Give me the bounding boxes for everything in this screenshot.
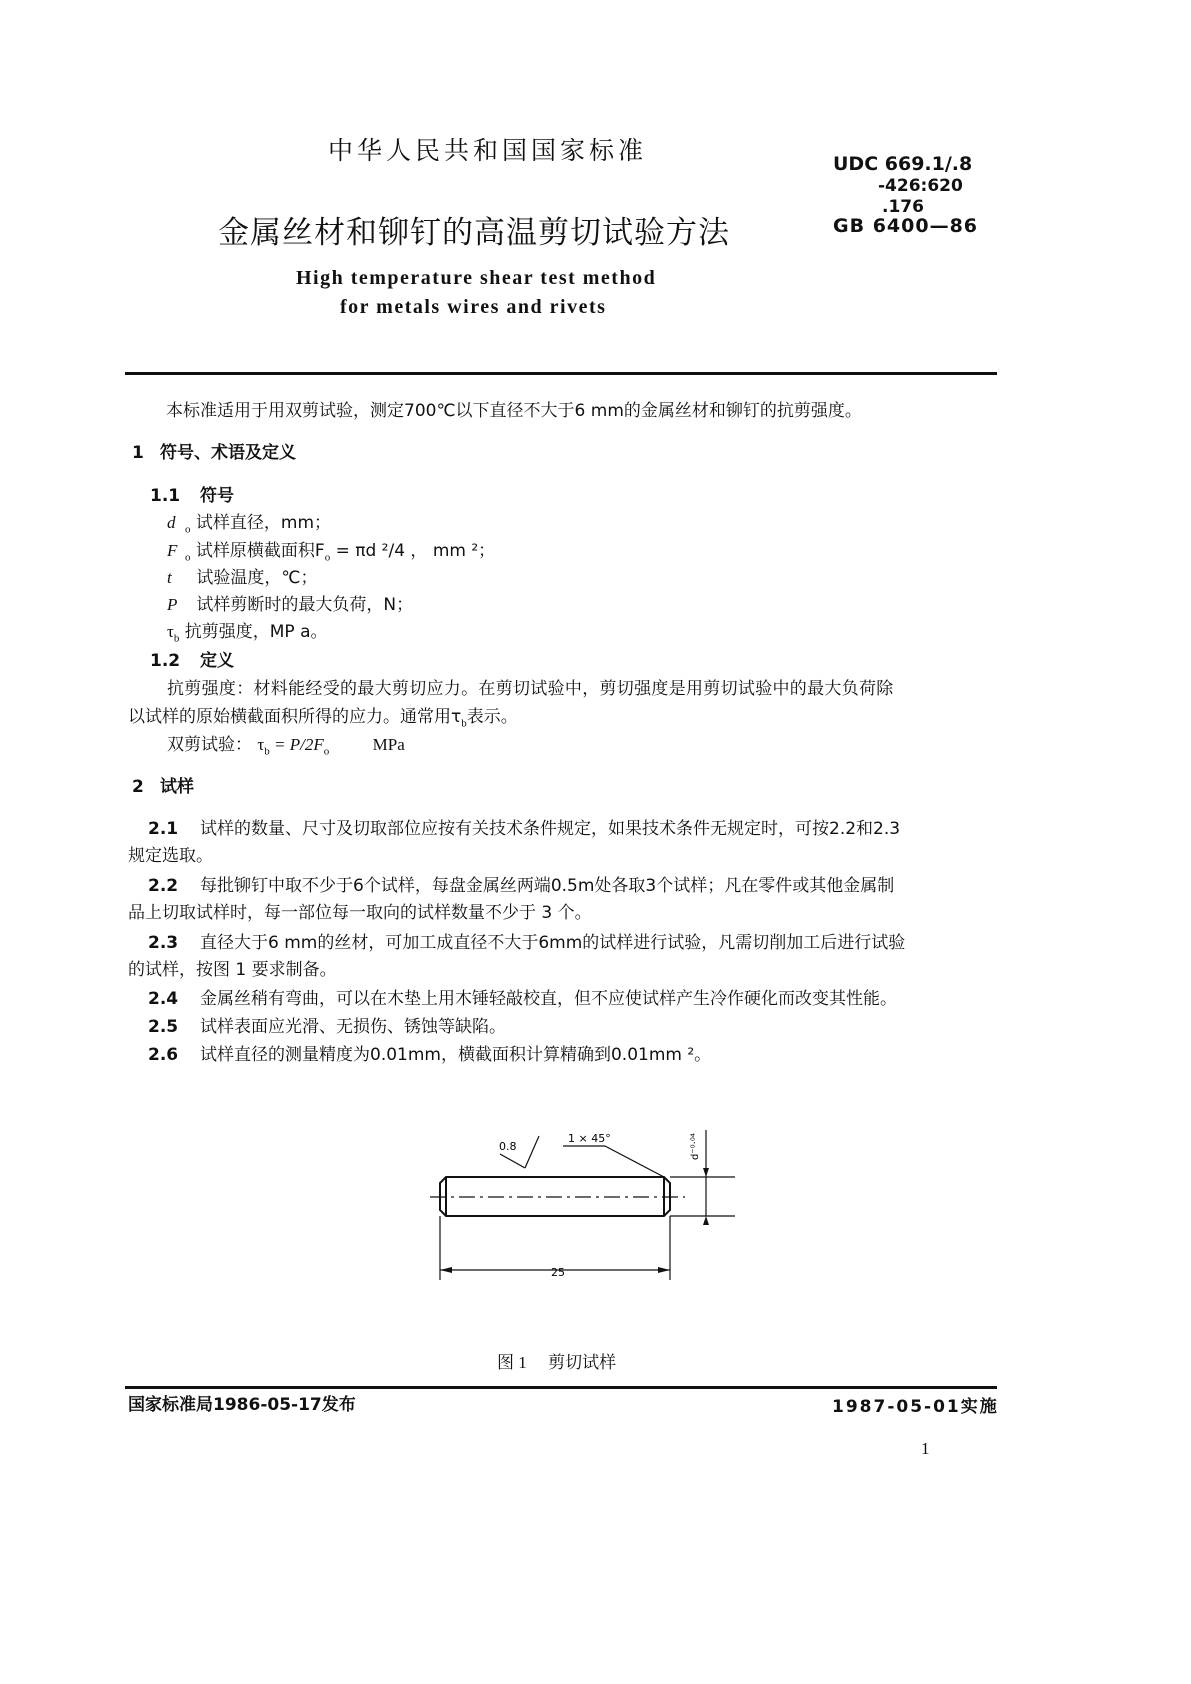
document-title-cn: 金属丝材和铆钉的高温剪切试验方法 — [218, 215, 730, 251]
item-2-3-number: 2.3 — [148, 933, 179, 953]
figure-caption — [497, 1352, 616, 1374]
item-2-6-line-1: 试样直径的测量精度为0.01mm，横截面积计算精确到0.01mm ²。 — [200, 1045, 712, 1065]
symbol-tau: τ — [167, 622, 174, 641]
symbol-row-temp — [167, 567, 318, 589]
national-standard-label: 中华人民共和国国家标准 — [328, 136, 648, 165]
item-2-4-line-1: 金属丝稍有弯曲，可以在木垫上用木锤轻敲校直，但不应使试样产生冷作硬化而改变其性能。 — [200, 989, 897, 1009]
item-2-1-number: 2.1 — [148, 819, 179, 839]
definition-tau-sub: b — [461, 717, 467, 730]
symbol-F-desc-sub: o — [324, 551, 331, 564]
item-2-1-line-2: 规定选取。 — [128, 846, 213, 866]
gb-number: GB 6400—86 — [833, 215, 979, 237]
item-2-5-line-1: 试样表面应光滑、无损伤、锈蚀等缺陷。 — [200, 1017, 506, 1037]
section-1-heading: 符号、术语及定义 — [160, 443, 296, 463]
symbol-row-diameter — [167, 512, 331, 540]
symbol-d-sub: o — [185, 523, 191, 536]
udc-line-2: -426:620 — [878, 176, 963, 196]
section-2-heading: 试样 — [160, 777, 194, 797]
item-2-2-line-1: 每批铆钉中取不少于6个试样，每盘金属丝两端0.5m处各取3个试样；凡在零件或其他金属制 — [200, 876, 895, 896]
header-divider — [125, 372, 997, 375]
symbol-row-shear — [167, 621, 328, 649]
item-2-6-number: 2.6 — [148, 1045, 179, 1065]
section-1-2-title: 定义 — [200, 651, 234, 671]
symbol-row-area — [167, 540, 495, 568]
document-title-en-1: High temperature shear test method — [296, 267, 657, 289]
symbol-d: d — [167, 513, 176, 532]
effective-date: 1987-05-01实施 — [832, 1397, 999, 1417]
length-label: 25 — [551, 1266, 565, 1279]
specimen-drawing — [400, 1120, 760, 1300]
diameter-tolerance-label: d⁻⁰·⁰⁴ — [690, 1133, 701, 1160]
roughness-label: 0.8 — [499, 1140, 517, 1153]
symbol-F: F — [167, 541, 178, 560]
figure-caption-text: 剪切试样 — [548, 1353, 617, 1373]
symbol-F-formula: = πd ²/4 ， mm ²； — [330, 541, 496, 561]
section-1-2-number: 1.2 — [150, 651, 181, 671]
symbol-tau-desc: 抗剪强度，MP a。 — [184, 622, 328, 642]
section-1-1-title: 符号 — [200, 486, 234, 506]
symbol-F-sub: o — [185, 551, 191, 564]
roughness-leader — [525, 1136, 539, 1168]
formula-unit: MPa — [372, 735, 405, 754]
formula-label: 双剪试验： — [167, 735, 252, 755]
symbol-t-desc: 试验温度，℃； — [196, 568, 318, 588]
chamfer-leader — [605, 1146, 664, 1177]
formula-rhs: = P/2F — [269, 735, 324, 754]
symbol-tau-sub: b — [173, 632, 180, 645]
formula-row — [167, 734, 405, 762]
symbol-row-load — [167, 594, 413, 616]
section-2-number: 2 — [132, 777, 144, 797]
item-2-3-line-1: 直径大于6 mm的丝材，可加工成直径不大于6mm的试样进行试验，凡需切削加工后进行试验 — [200, 933, 906, 953]
symbol-P: P — [167, 595, 178, 614]
definition-line-2-end: 表示。 — [466, 707, 518, 727]
footer-divider — [125, 1386, 997, 1389]
document-title-en-2: for metals wires and rivets — [340, 296, 607, 318]
item-2-1-line-1: 试样的数量、尺寸及切取部位应按有关技术条件规定，如果技术条件无规定时，可按2.2和2.3 — [200, 819, 901, 839]
definition-line-1: 抗剪强度：材料能经受的最大剪切应力。在剪切试验中，剪切强度是用剪切试验中的最大负荷除 — [167, 679, 894, 699]
formula-tau-sub: b — [264, 745, 270, 758]
definition-line-2-text: 以试样的原始横截面积所得的应力。通常用τ — [128, 707, 462, 727]
definition-line-2 — [128, 706, 518, 734]
page-number: 1 — [921, 1439, 930, 1458]
udc-line-3: .176 — [882, 197, 924, 217]
symbol-P-desc: 试样剪断时的最大负荷，N； — [196, 595, 414, 615]
item-2-2-number: 2.2 — [148, 876, 179, 896]
intro-paragraph: 本标准适用于用双剪试验，测定700℃以下直径不大于6 mm的金属丝材和铆钉的抗剪强度。 — [166, 401, 862, 421]
symbol-t: t — [167, 568, 172, 587]
formula-F-sub: o — [323, 745, 330, 758]
chamfer-label: 1 × 45° — [568, 1132, 611, 1145]
section-1-1-number: 1.1 — [150, 486, 181, 506]
section-1-number: 1 — [132, 443, 144, 463]
item-2-3-line-2: 的试样，按图 1 要求制备。 — [128, 960, 337, 980]
formula-tau: τ — [257, 735, 265, 754]
item-2-4-number: 2.4 — [148, 989, 179, 1009]
symbol-d-desc: 试样直径，mm； — [195, 513, 332, 533]
udc-line-1: UDC 669.1/.8 — [833, 153, 973, 175]
figure-caption-number: 图 1 — [497, 1353, 527, 1372]
item-2-2-line-2: 品上切取试样时，每一部位每一取向的试样数量不少于 3 个。 — [128, 903, 592, 923]
issued-date: 国家标准局1986-05-17发布 — [128, 1395, 356, 1415]
symbol-F-desc: 试样原横截面积F — [195, 541, 325, 561]
item-2-5-number: 2.5 — [148, 1017, 179, 1037]
